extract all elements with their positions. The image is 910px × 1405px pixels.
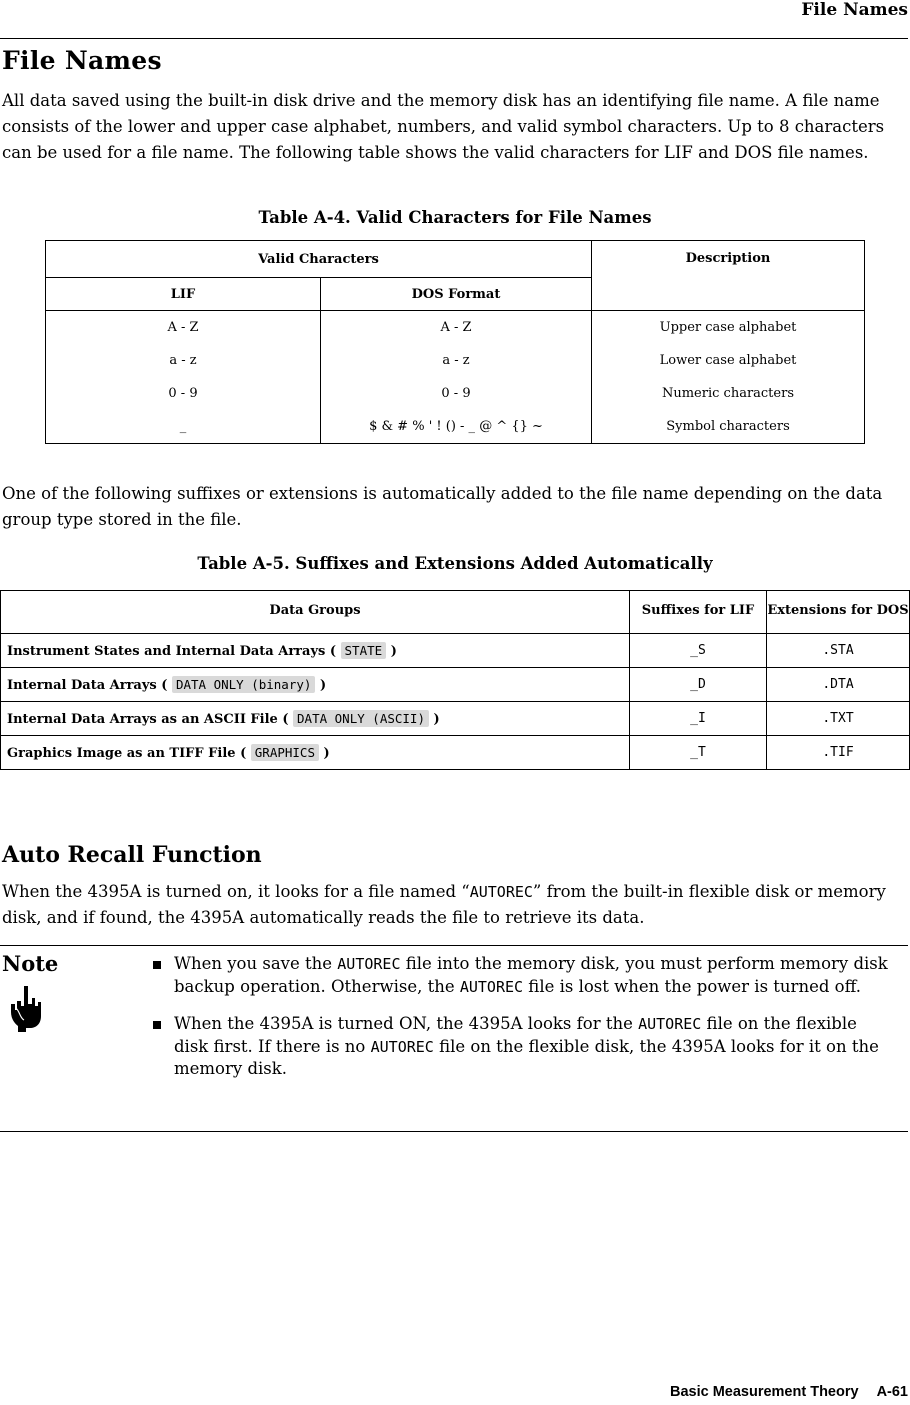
header-valid-characters: Valid Characters	[46, 241, 592, 278]
section-title: File Names	[2, 46, 162, 75]
intro-paragraph: All data saved using the built-in disk drive and the memory disk has an identifying file name. A file name consists of the lower and upper case alphabet, numbers, and valid symbol characters. Up to 8 characters can be used for a file name. The following table shows the valid characters for LIF and DOS file names.	[2, 91, 885, 162]
softkey-label: DATA ONLY (ASCII)	[293, 710, 429, 727]
extension-cell: .STA	[767, 634, 910, 668]
close-paren: )	[433, 711, 440, 727]
table-row	[1, 702, 910, 736]
suffix-paragraph: One of the following suffixes or extensions is automatically added to the file name depending on the data group type stored in the file.	[2, 484, 883, 529]
dos-cell: 0 - 9	[321, 377, 592, 410]
note-label: Note	[2, 951, 59, 976]
header-lif: LIF	[46, 278, 321, 311]
header-rule	[0, 38, 908, 39]
text-segment: ” from the built-in flexible disk or memory disk, and if found, the 4395A automatically reads the file to retrieve its data.	[2, 882, 886, 927]
text-segment: When the 4395A is turned on, it looks for a file named “	[2, 882, 470, 901]
text-segment: file on the flexible disk first. If there is no	[174, 1014, 857, 1056]
close-paren: )	[390, 643, 397, 659]
auto-recall-paragraph	[2, 879, 908, 931]
extension-cell: .TIF	[767, 736, 910, 770]
note-item	[150, 1013, 890, 1081]
text-segment: When the 4395A is turned ON, the 4395A looks for the	[174, 1014, 639, 1033]
text-segment: file into the memory disk, you must perform memory disk backup operation. Otherwise, the	[174, 954, 888, 996]
header-dos-format: DOS Format	[321, 278, 592, 311]
data-group-cell	[1, 702, 630, 736]
description-cell: Lower case alphabet	[592, 344, 865, 377]
softkey-label: STATE	[341, 642, 387, 659]
dos-cell: $ & # % ' ! () - _ @ ^ {} ~	[321, 410, 592, 444]
note-rule-top	[0, 945, 908, 946]
running-head: File Names	[801, 0, 908, 20]
table-row	[46, 344, 865, 377]
data-group-cell	[1, 736, 630, 770]
table-a4-caption: Table A-4. Valid Characters for File Names	[258, 208, 652, 227]
bullet-icon	[153, 1021, 161, 1029]
page-number: A-61	[876, 1384, 908, 1400]
data-group-cell	[1, 634, 630, 668]
lif-cell: A - Z	[46, 311, 321, 345]
valid-characters-table	[45, 240, 865, 444]
data-group-label: Internal Data Arrays (	[7, 677, 168, 693]
close-paren: )	[319, 677, 327, 693]
suffix-cell: _S	[630, 634, 767, 668]
table-row	[46, 377, 865, 410]
text-segment: file is lost when the power is turned off.	[523, 976, 861, 996]
lif-cell: 0 - 9	[46, 377, 321, 410]
note-rule-bottom	[0, 1131, 908, 1132]
autorec-filename: AUTOREC	[337, 955, 401, 973]
note-item	[150, 953, 890, 998]
data-group-cell	[1, 668, 630, 702]
data-group-label: Graphics Image as an TIFF File (	[7, 745, 247, 761]
suffixes-table	[0, 590, 910, 770]
lif-cell: _	[46, 410, 321, 444]
autorec-filename: AUTOREC	[638, 1015, 702, 1033]
bullet-icon	[153, 961, 161, 969]
pointing-hand-icon	[8, 984, 44, 1036]
table-row	[46, 410, 865, 444]
autorec-filename: AUTOREC	[370, 1037, 434, 1056]
table-row	[1, 668, 910, 702]
autorec-filename: AUTOREC	[469, 883, 533, 901]
softkey-label: GRAPHICS	[251, 744, 319, 761]
header-extensions: Extensions for DOS	[767, 591, 910, 634]
close-paren: )	[323, 745, 330, 761]
suffix-cell: _I	[630, 702, 767, 736]
dos-cell: A - Z	[321, 311, 592, 345]
auto-recall-title: Auto Recall Function	[2, 842, 262, 868]
description-cell: Upper case alphabet	[592, 311, 865, 345]
extension-cell: .TXT	[767, 702, 910, 736]
softkey-label: DATA ONLY (binary)	[172, 676, 315, 693]
text-segment: When you save the	[174, 954, 338, 973]
text-segment: file on the flexible disk, the 4395A looks for it on the memory disk.	[174, 1036, 879, 1078]
description-cell: Numeric characters	[592, 377, 865, 410]
page-footer	[670, 1384, 908, 1400]
footer-title: Basic Measurement Theory	[669, 1384, 859, 1400]
suffix-cell: _D	[630, 668, 767, 702]
autorec-filename: AUTOREC	[459, 977, 524, 996]
data-group-label: Internal Data Arrays as an ASCII File (	[7, 711, 289, 727]
lif-cell: a - z	[46, 344, 321, 377]
header-suffixes: Suffixes for LIF	[630, 591, 767, 634]
table-row	[46, 311, 865, 345]
description-cell: Symbol characters	[592, 410, 865, 444]
note-list	[150, 953, 890, 1096]
header-data-groups: Data Groups	[1, 591, 630, 634]
header-description: Description	[592, 241, 865, 311]
table-row	[1, 634, 910, 668]
suffix-cell: _T	[630, 736, 767, 770]
data-group-label: Instrument States and Internal Data Arrays (	[7, 643, 336, 659]
table-a5-caption: Table A-5. Suffixes and Extensions Added Automatically	[197, 554, 713, 573]
extension-cell: .DTA	[767, 668, 910, 702]
dos-cell: a - z	[321, 344, 592, 377]
table-row	[1, 736, 910, 770]
